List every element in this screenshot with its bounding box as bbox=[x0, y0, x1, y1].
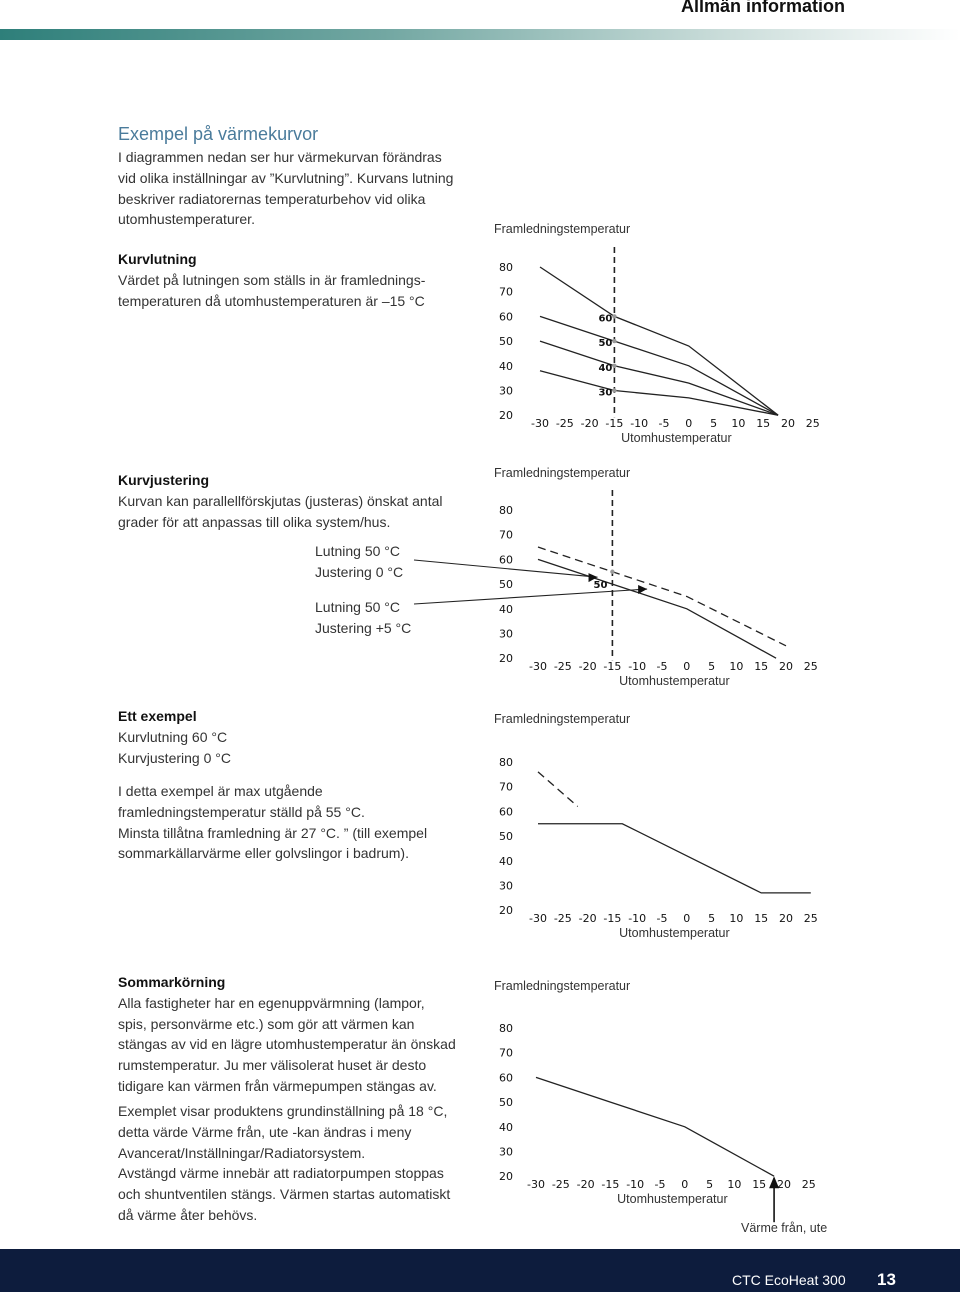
x-tick-label: -20 bbox=[578, 912, 597, 926]
y-tick-label: 30 bbox=[499, 627, 513, 641]
y-tick-label: 40 bbox=[499, 602, 513, 616]
x-tick-label: -25 bbox=[555, 417, 574, 431]
intro-line: utomhustemperaturer. bbox=[118, 211, 255, 228]
sommar-heading: Sommarkörning bbox=[118, 974, 226, 990]
kurvjustering-line: grader för att anpassas till olika system/hus. bbox=[118, 513, 391, 530]
exempel-heading: Ett exempel bbox=[118, 708, 197, 724]
y-tick-label: 70 bbox=[499, 528, 513, 542]
y-tick-label: 80 bbox=[499, 261, 513, 274]
sommar-line: och shuntventilen stängs. Värmen startas automatiskt bbox=[118, 1186, 451, 1203]
y-tick-label: 50 bbox=[499, 335, 513, 349]
x-tick-label: -25 bbox=[553, 660, 572, 674]
x-tick-label: -10 bbox=[628, 660, 647, 674]
x-tick-label: -30 bbox=[531, 417, 549, 431]
x-tick-label: 5 bbox=[708, 660, 716, 674]
sommar-line: Avancerat/Inställningar/Radiatorsystem. bbox=[118, 1144, 366, 1161]
y-tick-label: 30 bbox=[499, 1145, 513, 1159]
x-tick-label: 10 bbox=[729, 912, 744, 926]
series-line bbox=[540, 341, 778, 415]
x-tick-label: -5 bbox=[654, 1178, 666, 1192]
y-tick-label: 60 bbox=[499, 1071, 513, 1085]
x-tick-label: 5 bbox=[708, 912, 716, 926]
y-tick-label: 80 bbox=[499, 756, 513, 769]
x-axis-title: Utomhustemperatur bbox=[619, 926, 730, 941]
x-tick-label: -20 bbox=[578, 660, 597, 674]
y-tick-label: 30 bbox=[499, 384, 513, 398]
y-tick-label: 20 bbox=[499, 409, 513, 423]
series-marker bbox=[612, 364, 616, 368]
sommar-line: då värme åter behövs. bbox=[118, 1206, 258, 1223]
x-tick-label: 10 bbox=[731, 417, 746, 431]
x-tick-label: -30 bbox=[529, 660, 547, 674]
exempel-line: Minsta tillåtna framledning är 27 °C. ” (till exempel bbox=[118, 824, 428, 841]
x-tick-label: -20 bbox=[576, 1178, 595, 1192]
series-value-label: 30 bbox=[598, 387, 613, 399]
x-tick-label: -5 bbox=[656, 660, 668, 674]
x-tick-label: 5 bbox=[710, 417, 718, 431]
exempel-line: sommarkällarvärme eller golvslingor i badrum). bbox=[118, 845, 409, 862]
x-tick-label: 20 bbox=[777, 1178, 791, 1192]
sommar-line: Avstängd värme innebär att radiatorpumpen stoppas bbox=[118, 1165, 444, 1182]
x-tick-label: 25 bbox=[801, 1178, 816, 1192]
x-axis-title: Utomhustemperatur bbox=[617, 1192, 728, 1207]
sommar-line: Alla fastigheter har en egenuppvärmning (lampor, bbox=[118, 994, 425, 1011]
justering-label-line: Justering +5 °C bbox=[315, 619, 412, 636]
x-tick-label: 15 bbox=[754, 660, 769, 674]
x-tick-label: 0 bbox=[683, 912, 691, 926]
point-value-label: 50 bbox=[593, 580, 608, 592]
justering-label-line: Justering 0 °C bbox=[315, 563, 404, 580]
section-title: Exempel på värmekurvor bbox=[118, 124, 319, 144]
intro-line: vid olika inställningar av ”Kurvlutning”. Kurvans lutning bbox=[118, 169, 454, 186]
x-tick-label: -30 bbox=[529, 912, 547, 926]
y-tick-label: 50 bbox=[499, 1096, 513, 1110]
kurvlutning-heading: Kurvlutning bbox=[118, 251, 197, 267]
x-axis-title: Utomhustemperatur bbox=[619, 674, 730, 689]
x-tick-label: 25 bbox=[805, 417, 820, 431]
x-tick-label: 15 bbox=[752, 1178, 767, 1192]
x-tick-label: 20 bbox=[779, 912, 793, 926]
y-axis-title: Framledningstemperatur bbox=[494, 222, 631, 236]
kurvlutning-line: Värdet på lutningen som ställs in är framlednings- bbox=[118, 271, 426, 288]
series-marker bbox=[610, 570, 614, 574]
kurvjustering-heading: Kurvjustering bbox=[118, 472, 210, 488]
y-tick-label: 20 bbox=[499, 904, 513, 918]
y-axis-title: Framledningstemperatur bbox=[494, 712, 631, 726]
kurvjustering-line: Kurvan kan parallellförskjutas (justeras) önskat antal bbox=[118, 492, 443, 509]
x-tick-label: -20 bbox=[580, 417, 599, 431]
x-tick-label: -25 bbox=[551, 1178, 570, 1192]
x-tick-label: 0 bbox=[683, 660, 691, 674]
intro-line: beskriver radiatorernas temperaturbehov vid olika bbox=[118, 190, 426, 207]
x-tick-label: 15 bbox=[756, 417, 771, 431]
page-number: 13 bbox=[877, 1270, 896, 1289]
y-tick-label: 60 bbox=[499, 553, 513, 567]
exempel-line: I detta exempel är max utgående bbox=[118, 783, 323, 799]
arrow-label: Värme från, ute bbox=[741, 1221, 828, 1236]
y-tick-label: 30 bbox=[499, 879, 513, 893]
x-tick-label: -30 bbox=[527, 1178, 545, 1192]
x-tick-label: -10 bbox=[628, 912, 647, 926]
intro-line: I diagrammen nedan ser hur värmekurvan förändras bbox=[118, 149, 442, 165]
y-tick-label: 80 bbox=[499, 1022, 513, 1035]
x-tick-label: -15 bbox=[605, 417, 624, 431]
sommar-line: tidigare kan värmen från värmepumpen stängas av. bbox=[118, 1077, 437, 1094]
y-tick-label: 60 bbox=[499, 310, 513, 324]
justering-label-line: Lutning 50 °C bbox=[315, 543, 400, 559]
sommar-line: spis, personvärme etc.) som gör att värmen kan bbox=[118, 1015, 415, 1032]
x-tick-label: 5 bbox=[706, 1178, 714, 1192]
y-tick-label: 70 bbox=[499, 1046, 513, 1060]
series-value-label: 50 bbox=[598, 338, 613, 350]
x-tick-label: 10 bbox=[729, 660, 744, 674]
product-name: CTC EcoHeat 300 bbox=[732, 1272, 846, 1288]
x-tick-label: 25 bbox=[803, 912, 818, 926]
pointer-arrow-2 bbox=[638, 585, 647, 594]
y-tick-label: 40 bbox=[499, 359, 513, 373]
series-line bbox=[540, 316, 778, 415]
exempel-line: Kurvjustering 0 °C bbox=[118, 749, 231, 766]
justering-label-line: Lutning 50 °C bbox=[315, 599, 400, 615]
exempel-line: framledningstemperatur ställd på 55 °C. bbox=[118, 803, 365, 820]
x-tick-label: -10 bbox=[630, 417, 649, 431]
y-tick-label: 40 bbox=[499, 854, 513, 868]
y-tick-label: 50 bbox=[499, 578, 513, 592]
y-axis-title: Framledningstemperatur bbox=[494, 466, 631, 480]
series-line bbox=[538, 772, 578, 807]
series-line bbox=[538, 559, 776, 658]
series-marker bbox=[612, 314, 616, 318]
series-line bbox=[538, 824, 811, 893]
y-tick-label: 50 bbox=[499, 830, 513, 844]
x-tick-label: 15 bbox=[754, 912, 769, 926]
series-line bbox=[536, 1077, 774, 1176]
x-tick-label: 20 bbox=[781, 417, 795, 431]
x-tick-label: 10 bbox=[727, 1178, 742, 1192]
series-line bbox=[538, 547, 786, 646]
x-tick-label: 20 bbox=[779, 660, 793, 674]
series-marker bbox=[612, 339, 616, 343]
header-title: Allmän information bbox=[680, 0, 845, 16]
y-tick-label: 70 bbox=[499, 780, 513, 794]
y-tick-label: 20 bbox=[499, 1170, 513, 1184]
series-value-label: 40 bbox=[598, 362, 613, 374]
x-tick-label: -5 bbox=[656, 912, 668, 926]
y-tick-label: 40 bbox=[499, 1120, 513, 1134]
y-tick-label: 80 bbox=[499, 504, 513, 517]
x-tick-label: 0 bbox=[681, 1178, 689, 1192]
x-tick-label: -10 bbox=[626, 1178, 645, 1192]
y-tick-label: 70 bbox=[499, 285, 513, 299]
x-tick-label: -5 bbox=[658, 417, 670, 431]
x-tick-label: 0 bbox=[685, 417, 693, 431]
y-axis-title: Framledningstemperatur bbox=[494, 979, 631, 993]
series-line bbox=[540, 371, 778, 415]
y-tick-label: 20 bbox=[499, 652, 513, 666]
x-tick-label: 25 bbox=[803, 660, 818, 674]
x-tick-label: -15 bbox=[603, 912, 622, 926]
x-tick-label: -15 bbox=[601, 1178, 620, 1192]
y-tick-label: 60 bbox=[499, 805, 513, 819]
sommar-line: Exemplet visar produktens grundinställning på 18 °C, bbox=[118, 1103, 448, 1119]
series-value-label: 60 bbox=[598, 313, 613, 325]
sommar-line: stängas av vid en lägre utomhustemperatur än önskad bbox=[118, 1036, 456, 1053]
series-line bbox=[540, 267, 778, 415]
series-marker bbox=[612, 388, 616, 392]
exempel-line: Kurvlutning 60 °C bbox=[118, 728, 228, 745]
footer bbox=[0, 1249, 960, 1292]
sommar-line: detta värde Värme från, ute -kan ändras i meny bbox=[118, 1123, 412, 1140]
sommar-line: rumstemperatur. Ju mer välisolerat huset är desto bbox=[118, 1057, 427, 1074]
x-axis-title: Utomhustemperatur bbox=[621, 431, 732, 446]
x-tick-label: -15 bbox=[603, 660, 622, 674]
x-tick-label: -25 bbox=[553, 912, 572, 926]
kurvlutning-line: temperaturen då utomhustemperaturen är –15 °C bbox=[118, 292, 425, 309]
